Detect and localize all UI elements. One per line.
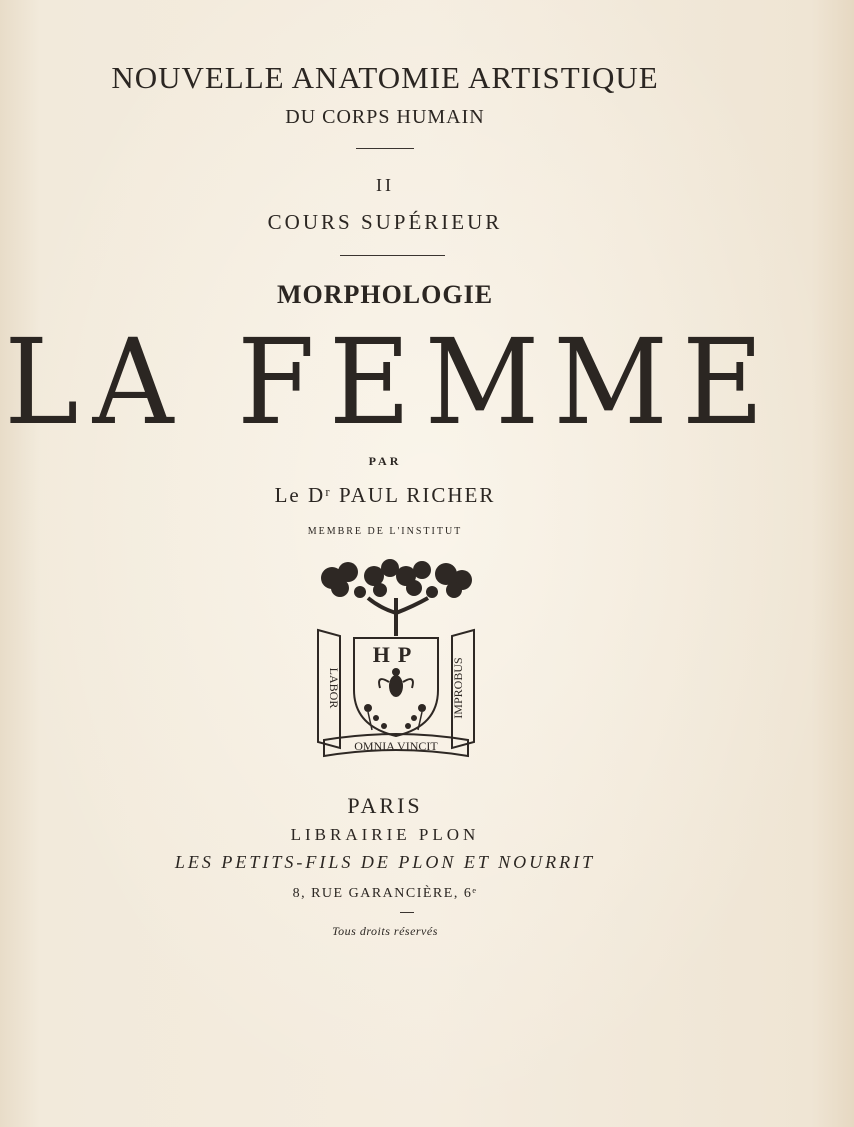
author-title: MEMBRE DE L'INSTITUT	[307, 526, 463, 537]
divider-rule	[340, 255, 445, 256]
publication-place: PARIS	[347, 793, 423, 818]
divider-rule	[400, 912, 414, 913]
series-title: NOUVELLE ANATOMIE ARTISTIQUE	[111, 60, 659, 95]
motto-left: LABOR	[327, 667, 341, 709]
motto-bottom: OMNIA VINCIT	[354, 739, 438, 753]
publisher-address: 8, RUE GARANCIÈRE, 6ᵉ	[292, 886, 478, 901]
printer-device-emblem-icon	[310, 558, 482, 766]
series-subtitle: DU CORPS HUMAIN	[285, 106, 485, 128]
divider-rule	[356, 148, 414, 149]
monogram: HP	[372, 642, 420, 667]
volume-number: II	[376, 175, 394, 195]
by-label: PAR	[368, 454, 402, 468]
course-title: COURS SUPÉRIEUR	[267, 210, 503, 234]
author-name: Le Dʳ PAUL RICHER	[274, 483, 496, 507]
motto-right: IMPROBUS	[451, 657, 465, 719]
rights-notice: Tous droits réservés	[332, 924, 438, 938]
publisher: LIBRAIRIE PLON	[290, 825, 480, 844]
publisher-full-name: LES PETITS-FILS DE PLON ET NOURRIT	[174, 852, 596, 872]
subject-title: MORPHOLOGIE	[276, 280, 494, 309]
main-title: LA FEMME	[4, 314, 778, 452]
